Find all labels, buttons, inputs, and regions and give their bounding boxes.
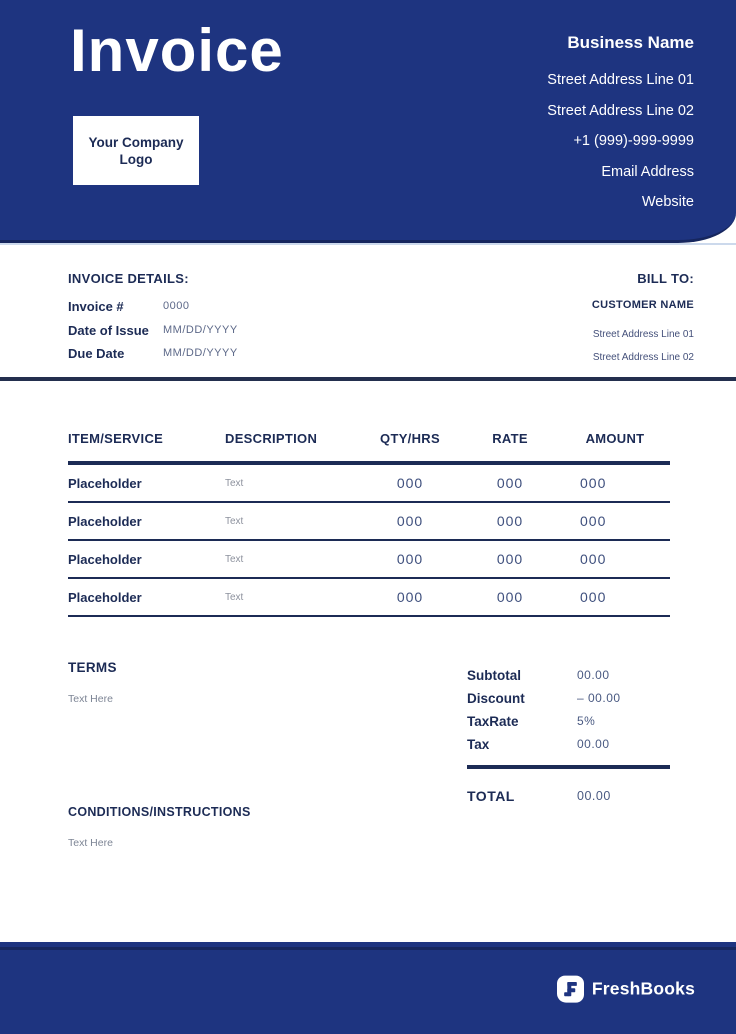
item-qty: 000: [396, 589, 424, 605]
table-header-row: [68, 431, 670, 446]
details-section: [0, 245, 736, 377]
totals-rule: [467, 765, 670, 769]
customer-name: CUSTOMER NAME: [591, 299, 694, 311]
subtotal-value: 00.00: [577, 668, 610, 682]
item-description: Text: [225, 591, 244, 603]
conditions-heading: CONDITIONS/INSTRUCTIONS: [68, 805, 251, 819]
discount-label: Discount: [467, 691, 525, 706]
logo-text-line1: Your Company: [88, 134, 184, 150]
logo-text-line2: Logo: [119, 151, 153, 167]
due-date-label: Due Date: [68, 346, 125, 361]
column-header-item: ITEM/SERVICE: [68, 431, 164, 446]
discount-value: – 00.00: [577, 691, 621, 705]
item-description: Text: [225, 515, 244, 527]
header-banner: [0, 0, 736, 243]
item-rate: 000: [496, 589, 524, 605]
item-rate: 000: [496, 513, 524, 529]
page-title: Invoice: [70, 17, 284, 84]
table-row: [68, 465, 670, 503]
invoice-details: [68, 271, 238, 377]
bill-to-heading: BILL TO:: [637, 271, 694, 286]
item-name: Placeholder: [68, 475, 142, 491]
subtotal-label: Subtotal: [467, 668, 521, 683]
business-address-line2: Street Address Line 02: [547, 102, 694, 119]
tax-row: [467, 733, 670, 756]
grand-total-value: 00.00: [577, 789, 611, 803]
tax-rate-row: [467, 710, 670, 733]
bill-to: [592, 271, 694, 377]
invoice-number-row: [68, 295, 238, 319]
table-row: [68, 503, 670, 541]
item-qty: 000: [396, 551, 424, 567]
item-amount: 000: [580, 589, 607, 605]
table-row: [68, 541, 670, 579]
item-amount: 000: [580, 475, 607, 491]
item-name: Placeholder: [68, 589, 142, 605]
item-amount: 000: [580, 551, 607, 567]
item-qty: 000: [396, 475, 424, 491]
grand-total-row: [467, 785, 670, 808]
freshbooks-wordmark: FreshBooks: [591, 978, 695, 999]
conditions-text: Text Here: [68, 837, 113, 849]
column-header-qty: QTY/HRS: [380, 431, 440, 446]
customer-address-line2: Street Address Line 02: [592, 352, 694, 363]
column-header-description: DESCRIPTION: [225, 431, 318, 446]
item-name: Placeholder: [68, 513, 142, 529]
totals-column: [467, 660, 670, 849]
item-description: Text: [225, 553, 244, 565]
business-name: Business Name: [567, 33, 694, 52]
discount-row: [467, 687, 670, 710]
due-date-value: MM/DD/YYYY: [163, 347, 238, 359]
date-of-issue-value: MM/DD/YYYY: [163, 323, 238, 336]
invoice-number-value: 0000: [163, 300, 190, 312]
item-rate: 000: [496, 551, 524, 567]
terms-heading: TERMS: [68, 660, 117, 675]
due-date-row: [68, 342, 238, 366]
grand-total-label: TOTAL: [467, 788, 515, 804]
tax-label: Tax: [467, 737, 490, 752]
item-amount: 000: [580, 513, 607, 529]
invoice-details-heading: INVOICE DETAILS:: [68, 271, 189, 286]
company-logo-placeholder: [73, 116, 199, 185]
business-phone: +1 (999)-999-9999: [573, 133, 694, 149]
date-of-issue-label: Date of Issue: [68, 322, 149, 338]
subtotal-row: [467, 664, 670, 687]
summary-section: [68, 660, 670, 849]
business-email: Email Address: [601, 163, 694, 180]
tax-rate-value: 5%: [577, 714, 596, 728]
item-qty: 000: [396, 513, 424, 529]
customer-address-line1: Street Address Line 01: [592, 329, 694, 340]
item-description: Text: [225, 477, 244, 489]
table-row: [68, 579, 670, 617]
freshbooks-leaf-icon: [557, 976, 584, 1003]
item-rate: 000: [496, 475, 524, 491]
invoice-number-label: Invoice #: [68, 299, 124, 314]
column-header-rate: RATE: [492, 431, 528, 446]
business-address-line1: Street Address Line 01: [547, 72, 694, 88]
business-website: Website: [641, 194, 694, 210]
date-of-issue-row: [68, 319, 238, 343]
tax-value: 00.00: [577, 737, 610, 751]
column-header-amount: AMOUNT: [585, 431, 645, 446]
tax-rate-label: TaxRate: [467, 714, 519, 729]
freshbooks-brand: [557, 976, 695, 1003]
business-info: [547, 33, 694, 218]
line-items-table: [68, 381, 670, 617]
item-name: Placeholder: [68, 551, 142, 567]
footer-banner: [0, 942, 736, 1034]
terms-text: Text Here: [68, 693, 113, 705]
notes-column: [68, 660, 467, 849]
